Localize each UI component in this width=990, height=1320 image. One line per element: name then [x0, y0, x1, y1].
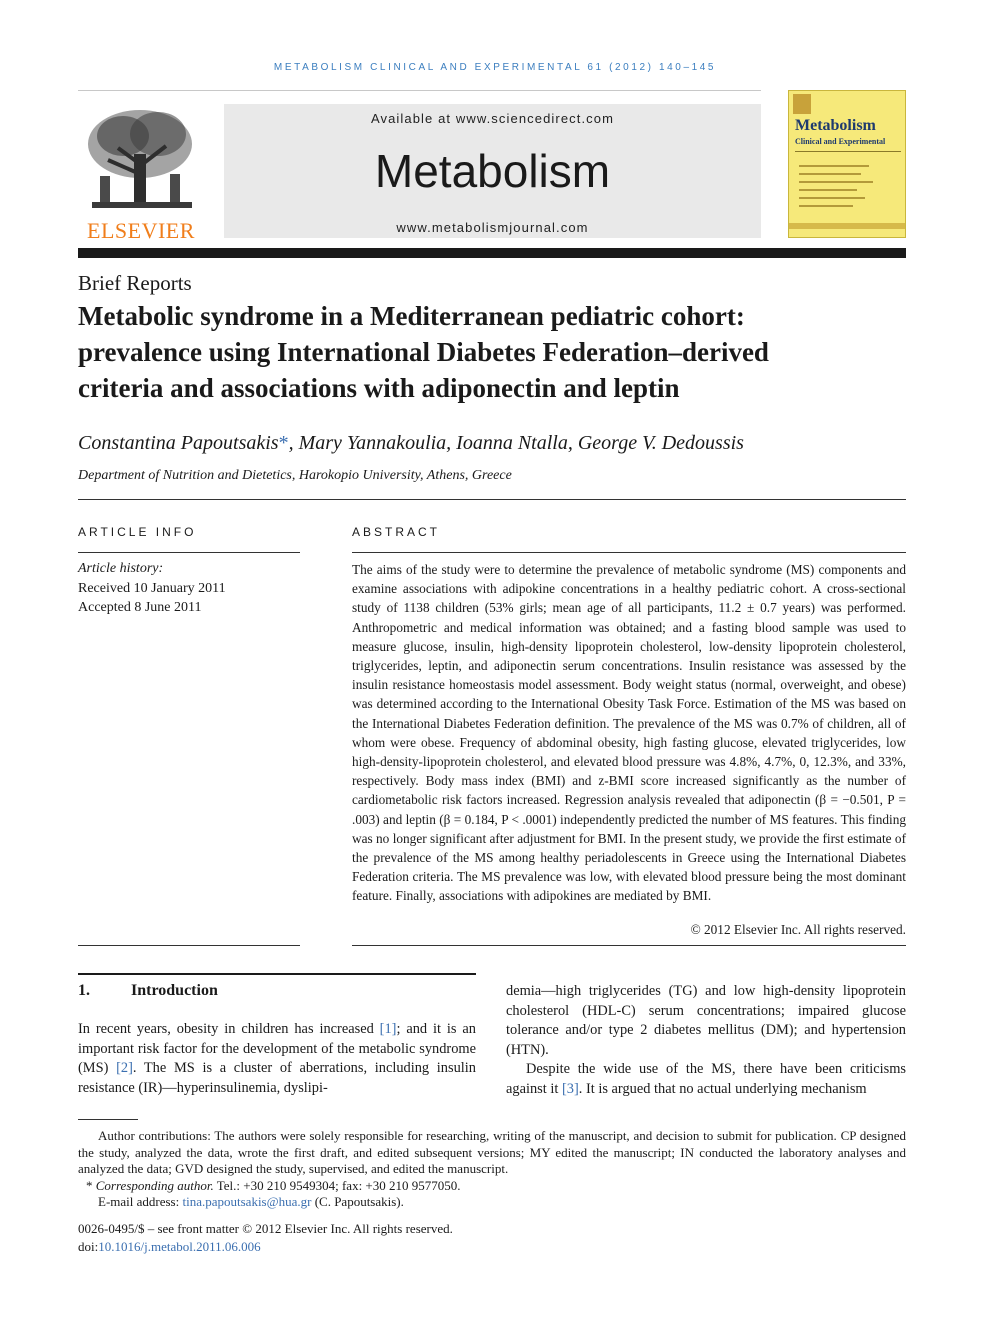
received-date: Received 10 January 2011: [78, 580, 226, 596]
cover-title: Metabolism: [795, 117, 876, 134]
cover-logo: [793, 94, 811, 114]
divider: [352, 945, 906, 946]
journal-url: www.metabolismjournal.com: [396, 220, 589, 235]
footnotes: [78, 1128, 906, 1211]
coauthors: , Mary Yannakoulia, Ioanna Ntalla, George V. Dedoussis: [288, 432, 744, 454]
email-link[interactable]: tina.papoutsakis@hua.gr: [182, 1194, 312, 1209]
article-info-heading: ARTICLE INFO: [78, 525, 197, 539]
corresponding-author-link[interactable]: *: [278, 432, 289, 454]
doi-link[interactable]: 10.1016/j.metabol.2011.06.006: [98, 1238, 261, 1254]
intro-paragraph-1: In recent years, obesity in children has increased [1]; and it is an important risk factor for the development of the metabolic syndrome (MS) [2]. The MS is a cluster of aberrations, including insulin resistance (IR)—hyperinsulinemia, dyslipi-: [78, 1021, 476, 1096]
article-title: [78, 298, 908, 406]
divider: [352, 552, 906, 553]
citation-link[interactable]: [2]: [116, 1060, 133, 1077]
journal-cover-thumbnail: [788, 90, 906, 238]
section-label: Brief Reports: [78, 271, 192, 295]
issn-doi: [78, 1220, 906, 1255]
section-number: 1.: [78, 982, 90, 999]
intro-paragraph-3: Despite the wide use of the MS, there have been criticisms against it [3]. It is argued that no actual underlying mechanism: [506, 1061, 906, 1097]
divider: [78, 552, 300, 553]
journal-title: Metabolism: [374, 145, 611, 197]
author-list: [78, 432, 908, 455]
header-rule: [78, 90, 761, 91]
abstract-copyright: © 2012 Elsevier Inc. All rights reserved.: [690, 922, 906, 937]
title-line: criteria and associations with adiponectin and leptin: [78, 373, 680, 403]
journal-banner: [224, 104, 761, 238]
abstract-text: The aims of the study were to determine the prevalence of metabolic syndrome (MS) components and examine associations with adipokine concentrations in a healthy pediatric cohort. A cross-sectional study of 1138 children (53% girls; mean age of all participants, 11.2 ± 0.7 years) was performed. Anthropometric and medical information was obtained; and a fasting blood sample was used to measure glucose, insulin, high-density lipoprotein cholesterol, low-density lipoprotein cholesterol, triglycerides, leptin, and adiponectin serum concentrations. Insulin resistance was assessed by the insulin resistance homeostasis model assessment. Body weight status (normal, overweight, and obese) was determined according to the International Obesity Task Force. Estimation of the MS was based on the International Diabetes Federation definition. The prevalence of the MS was 0.7% of children, all of whom were obese. Frequency of abdominal obesity, high fasting glucose, elevated triglycerides, low high-density-lipoprotein cholesterol, and elevated blood pressure was 4.8%, 4.7%, 0, 12.3%, and 33%, respectively. Body mass index (BMI) and z-BMI score increased significantly as the number of cardiometabolic risk factors increased. Regression analysis revealed that adiponectin (β = −0.501, P = .003) and leptin (β = 0.184, P < .0001) independently predicted the number of MS features. This finding was no longer significant after adjustment for BMI. In the present study, we provide the first estimate of the prevalence of the MS among healthy periadolescents in Greece using the International Diabetes Federation criteria. The MS prevalence was low, with elevated blood pressure being the most dominant feature. Finally, associations with adipokines are mediated by BMI.: [352, 562, 906, 904]
elsevier-logo: [78, 104, 204, 243]
footnote-rule: [78, 1119, 138, 1120]
divider: [78, 499, 906, 500]
citation-link[interactable]: [1]: [379, 1021, 397, 1037]
tree-icon: [78, 104, 204, 216]
running-head: METABOLISM CLINICAL AND EXPERIMENTAL 61 (2012) 140–145: [273, 62, 717, 73]
author-contributions: Author contributions: The authors were solely responsible for researching, writing of the manuscript, and decision to submit for publication. CP designed the study, analyzed the data, wrote the first draft, and edited subsequent versions; MY edited the manuscript; IN conducted the laboratory analyses and analyzed the data; GVD designed the study, supervised, and edited the manuscript.: [78, 1128, 906, 1176]
section-rule: [78, 973, 476, 975]
title-line: prevalence using International Diabetes Federation–derived: [78, 337, 769, 367]
corresponding-author-note: * Corresponding author. Tel.: +30 210 9549304; fax: +30 210 9577050.: [86, 1177, 461, 1193]
article-history: [78, 559, 226, 618]
doi-line: doi:10.1016/j.metabol.2011.06.006: [78, 1238, 261, 1254]
citation-link[interactable]: [3]: [561, 1080, 579, 1097]
issn-line: 0026-0495/$ – see front matter © 2012 Elsevier Inc. All rights reserved.: [78, 1221, 453, 1236]
history-label: Article history:: [78, 561, 164, 576]
publisher-wordmark: ELSEVIER: [87, 218, 195, 243]
divider: [78, 945, 300, 946]
corresponding-author-name: Constantina Papoutsakis: [78, 432, 279, 454]
available-at-text: Available at www.sciencedirect.com: [370, 111, 615, 126]
cover-subtitle: Clinical and Experimental: [795, 137, 886, 146]
affiliation: Department of Nutrition and Dietetics, Harokopio University, Athens, Greece: [78, 468, 512, 483]
section-title: Introduction: [131, 982, 218, 999]
abstract-heading: ABSTRACT: [352, 525, 441, 539]
title-line: Metabolic syndrome in a Mediterranean pediatric cohort:: [78, 301, 745, 331]
email-note: E-mail address: tina.papoutsakis@hua.gr (C. Papoutsakis).: [98, 1194, 404, 1209]
accepted-date: Accepted 8 June 2011: [78, 600, 202, 615]
intro-column-2: [506, 982, 906, 1100]
header-bar: [78, 248, 906, 258]
intro-paragraph-2: demia—high triglycerides (TG) and low high-density lipoprotein cholesterol (HDL-C) serum concentrations; impaired glucose tolerance and/or type 2 diabetes mellitus (DM); and hypertension (HTN).: [506, 983, 906, 1058]
